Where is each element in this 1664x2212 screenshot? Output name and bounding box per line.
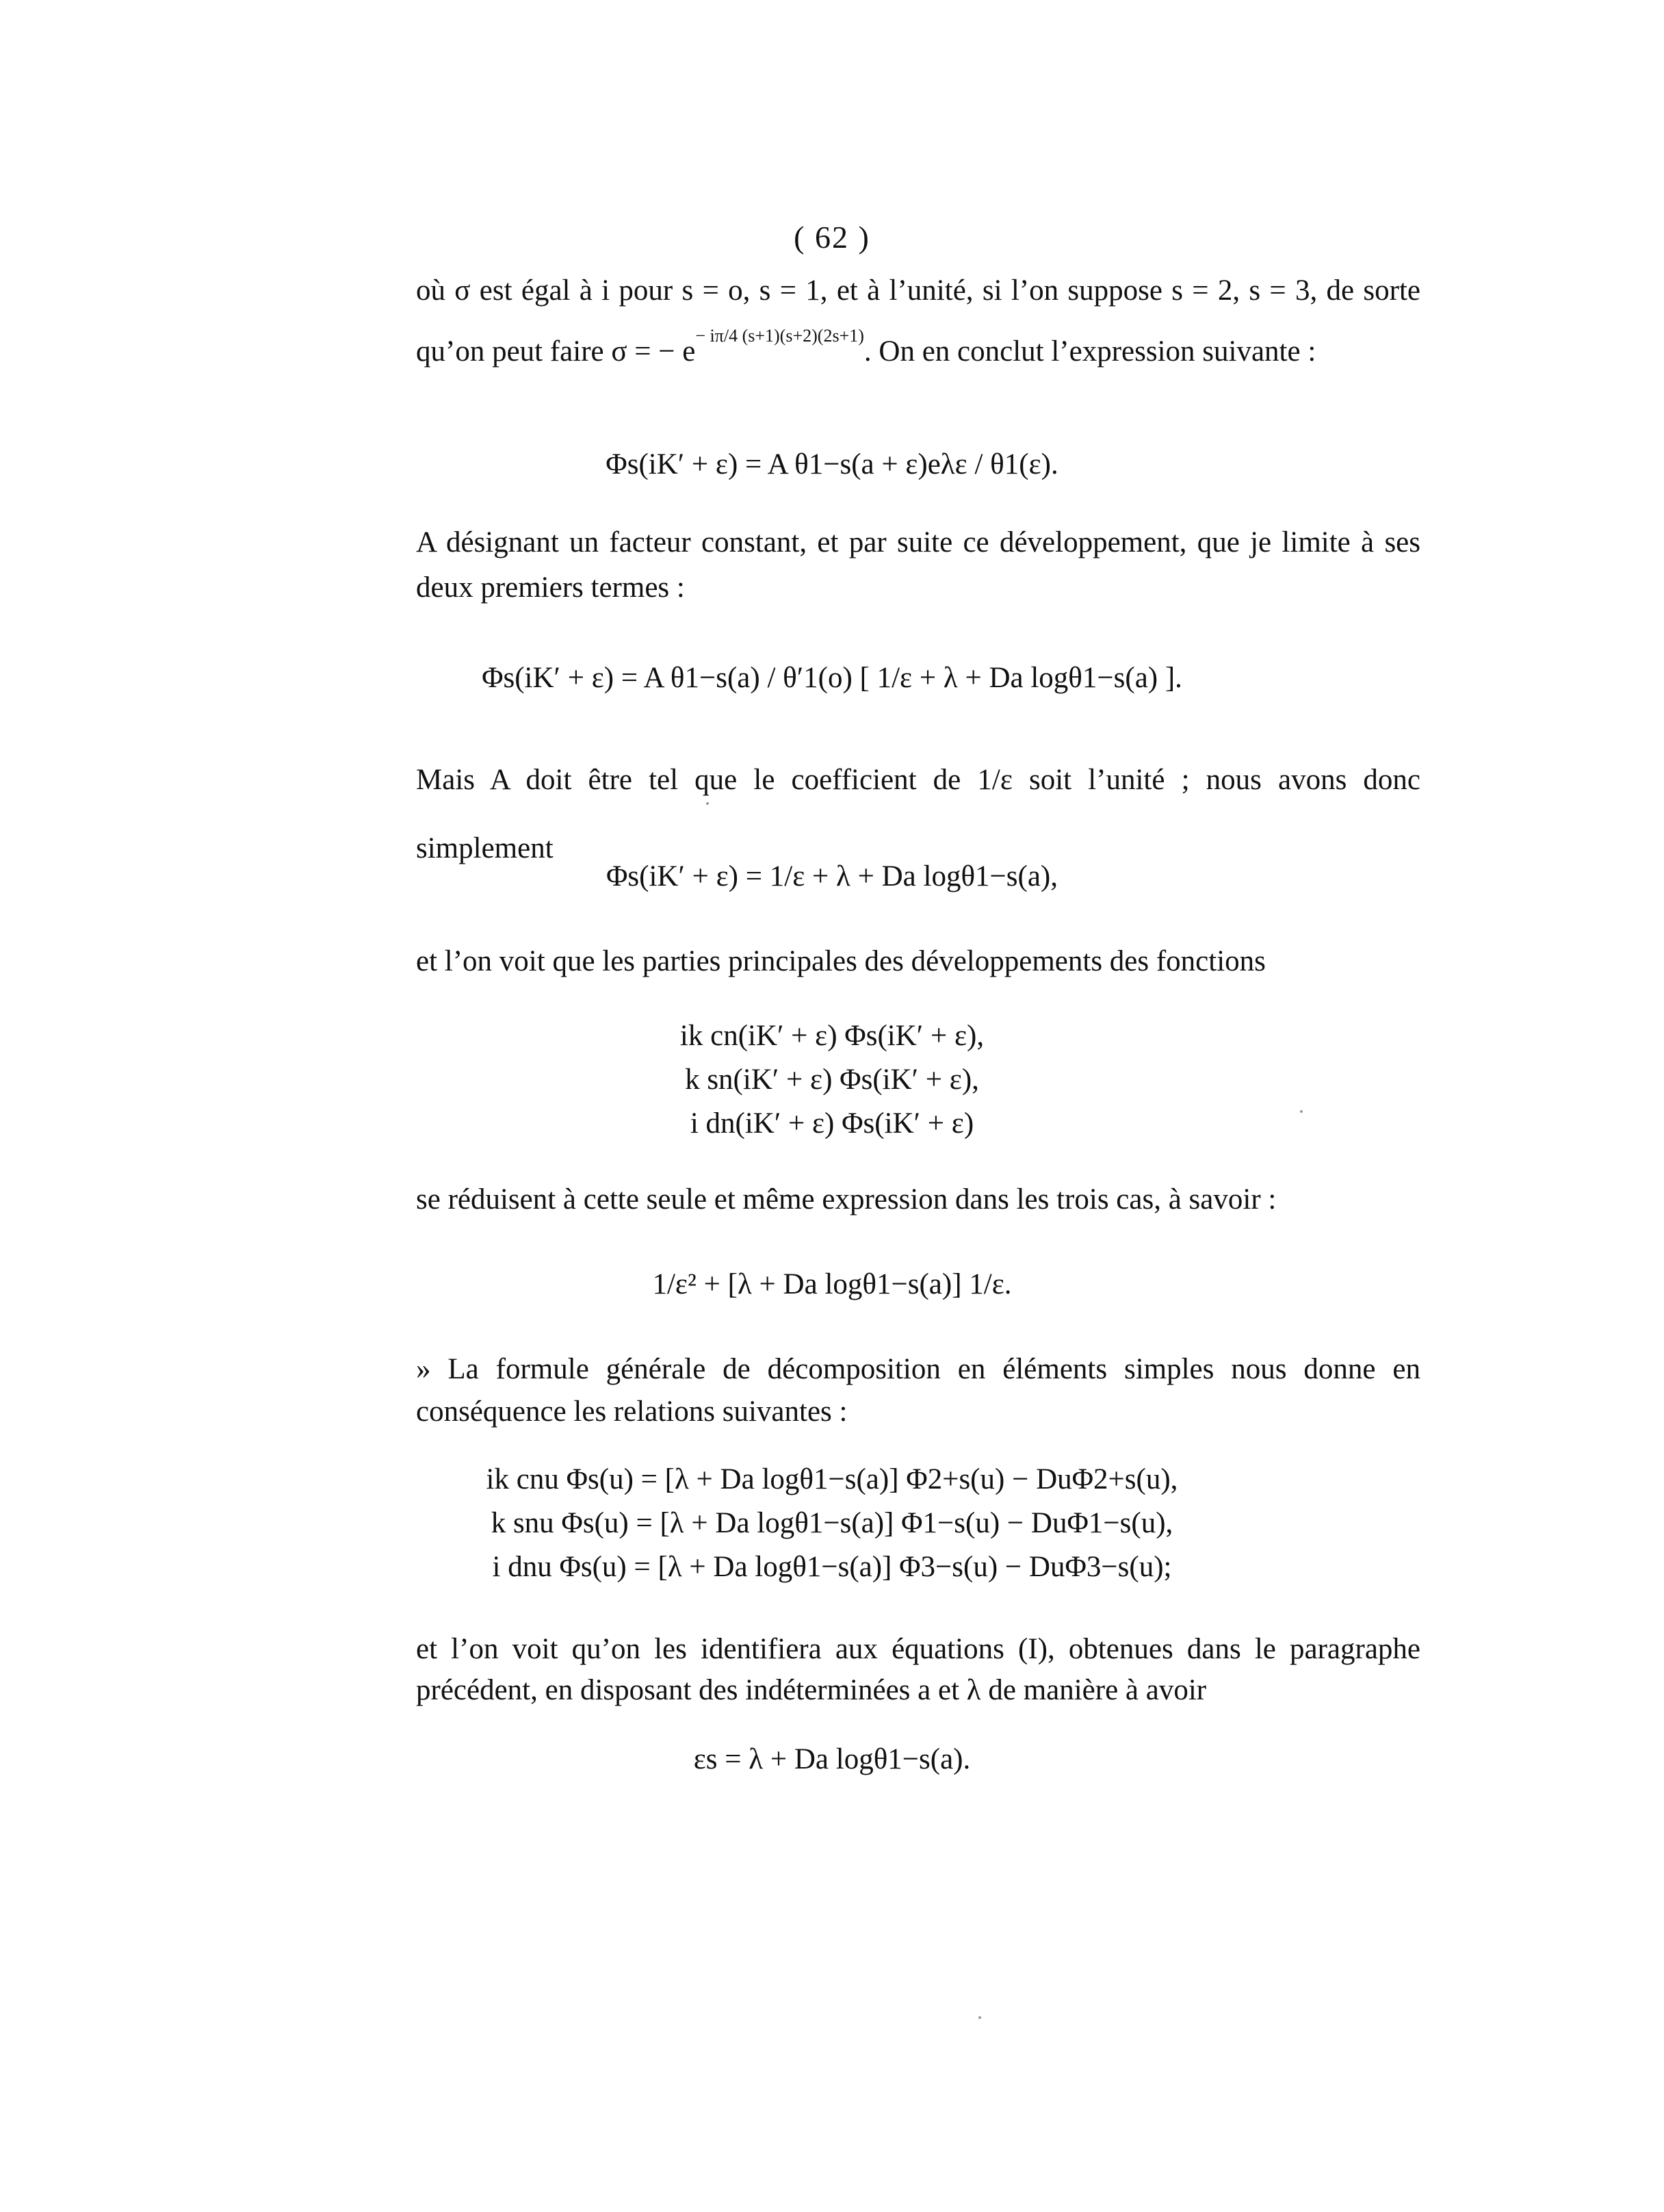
equation-6 <box>0 1458 1664 1589</box>
equation-4-line-3: i dn(iK′ + ε) Φs(iK′ + ε) <box>690 1107 974 1140</box>
paragraph-4: et l’on voit que les parties principales des développements des fonctions <box>416 945 1266 977</box>
paragraph-1-end: . On en conclut l’expression suivante : <box>863 335 1316 368</box>
page-number: ( 62 ) <box>794 220 870 255</box>
equation-6-line-1: ik cnu Φs(u) = [λ + Da logθ1−s(a)] Φ2+s(u) − DuΦ2+s(u), <box>486 1463 1178 1495</box>
equation-5: 1/ε² + [λ + Da logθ1−s(a)] 1/ε. <box>652 1268 1012 1300</box>
equation-4-line-1: ik cn(iK′ + ε) Φs(iK′ + ε), <box>679 1020 985 1052</box>
equation-7: εs = λ + Da logθ1−s(a). <box>693 1743 971 1775</box>
exponent: − iπ/4 (s+1)(s+2)(2s+1) <box>695 326 864 346</box>
paragraph-3: Mais A doit être tel que le coefficient de 1/ε soit l’unité ; nous avons donc simplement <box>416 764 1420 864</box>
paragraph-7: et l’on voit qu’on les identifiera aux équations (I), obtenues dans le paragraphe précédent, en disposant des indéterminées a et λ de manière à avoir <box>416 1633 1420 1706</box>
paragraph-1-text: où σ est égal à i pour s = o, s = 1, et à l’unité, si l’on suppose s = 2, s = 3, de sorte qu’on peut faire σ = − e <box>416 274 1420 368</box>
equation-6-line-2: k snu Φs(u) = [λ + Da logθ1−s(a)] Φ1−s(u) − DuΦ1−s(u), <box>491 1507 1173 1539</box>
equation-4 <box>0 1014 1664 1146</box>
equation-4-line-2: k sn(iK′ + ε) Φs(iK′ + ε), <box>685 1064 979 1096</box>
paragraph-2: A désignant un facteur constant, et par suite ce développement, que je limite à ses deux premiers termes : <box>416 526 1420 604</box>
equation-1: Φs(iK′ + ε) = A θ1−s(a + ε)eλε / θ1(ε). <box>606 448 1058 480</box>
paragraph-6: » La formule générale de décomposition en éléments simples nous donne en conséquence les relations suivantes : <box>416 1353 1420 1428</box>
speck <box>1300 1110 1303 1113</box>
paragraph-5: se réduisent à cette seule et même expression dans les trois cas, à savoir : <box>416 1183 1277 1216</box>
paragraph-1 <box>416 268 1420 374</box>
equation-3: Φs(iK′ + ε) = 1/ε + λ + Da logθ1−s(a), <box>606 860 1058 892</box>
speck <box>706 802 709 805</box>
equation-6-line-3: i dnu Φs(u) = [λ + Da logθ1−s(a)] Φ3−s(u) − DuΦ3−s(u); <box>492 1551 1172 1583</box>
speck <box>978 2016 981 2019</box>
equation-2: Φs(iK′ + ε) = A θ1−s(a) / θ′1(o) [ 1/ε + λ + Da logθ1−s(a) ]. <box>482 662 1182 694</box>
